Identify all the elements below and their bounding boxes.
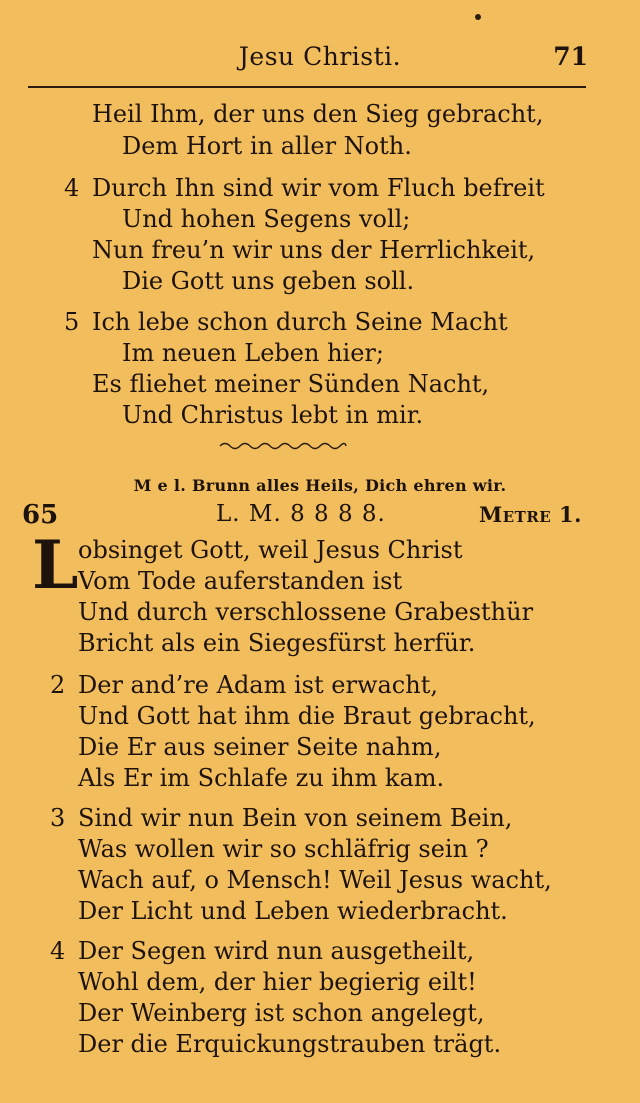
verse-line: Der Licht und Leben wiederbracht. (78, 897, 508, 925)
meter: L. M. 8 8 8 8. (216, 501, 386, 527)
verse-line: Im neuen Leben hier; (122, 339, 384, 367)
verse-line: Als Er im Schlafe zu ihm kam. (78, 764, 445, 792)
verse-line: Vom Tode auferstanden ist (78, 567, 403, 595)
verse-line: Und hohen Segens voll; (122, 205, 411, 233)
verse-line: Sind wir nun Bein von seinem Bein, (78, 804, 513, 832)
stanza-number: 4 (50, 937, 66, 965)
verse-line: Der die Erquickungstrauben trägt. (78, 1030, 502, 1058)
ornament-divider (218, 440, 348, 452)
verse-line: Bricht als ein Siegesfürst herfür. (78, 629, 476, 657)
verse-line: Heil Ihm, der uns den Sieg gebracht, (92, 100, 544, 128)
ink-dot (475, 14, 481, 20)
stanza-number: 4 (64, 174, 80, 202)
verse-line: Dem Hort in aller Noth. (122, 132, 412, 160)
verse-line: Die Er aus seiner Seite nahm, (78, 733, 442, 761)
stanza-number: 3 (50, 804, 66, 832)
stanza-number: 2 (50, 671, 66, 699)
header-rule (28, 86, 586, 88)
verse-line: Der and’re Adam ist erwacht, (78, 671, 438, 699)
verse-line: Der Segen wird nun ausgetheilt, (78, 937, 475, 965)
verse-line: Durch Ihn sind wir vom Fluch befreit (92, 174, 545, 202)
stanza-number: 5 (64, 308, 80, 336)
drop-cap: L (32, 526, 79, 604)
page-number: 71 (553, 42, 588, 71)
verse-line: Wohl dem, der hier begierig eilt! (78, 968, 477, 996)
verse-line: Wach auf, o Mensch! Weil Jesus wacht, (78, 866, 552, 894)
verse-line: Was wollen wir so schläfrig sein ? (78, 835, 489, 863)
verse-line: Es fliehet meiner Sünden Nacht, (92, 370, 490, 398)
melody-line: M e l. Brunn alles Heils, Dich ehren wir. (133, 476, 507, 495)
verse-line: Der Weinberg ist schon angelegt, (78, 999, 485, 1027)
verse-line: Und Gott hat ihm die Braut gebracht, (78, 702, 536, 730)
verse-line: Ich lebe schon durch Seine Macht (92, 308, 508, 336)
verse-line: Und Christus lebt in mir. (122, 401, 424, 429)
running-header: Jesu Christi. (238, 42, 402, 71)
verse-line: obsinget Gott, weil Jesus Christ (78, 536, 463, 564)
verse-line: Und durch verschlossene Grabesthür (78, 598, 534, 626)
verse-line: Die Gott uns geben soll. (122, 267, 415, 295)
verse-line: Nun freu’n wir uns der Herrlichkeit, (92, 236, 536, 264)
metre-label: Metre 1. (479, 502, 582, 527)
hymn-number: 65 (22, 500, 59, 530)
